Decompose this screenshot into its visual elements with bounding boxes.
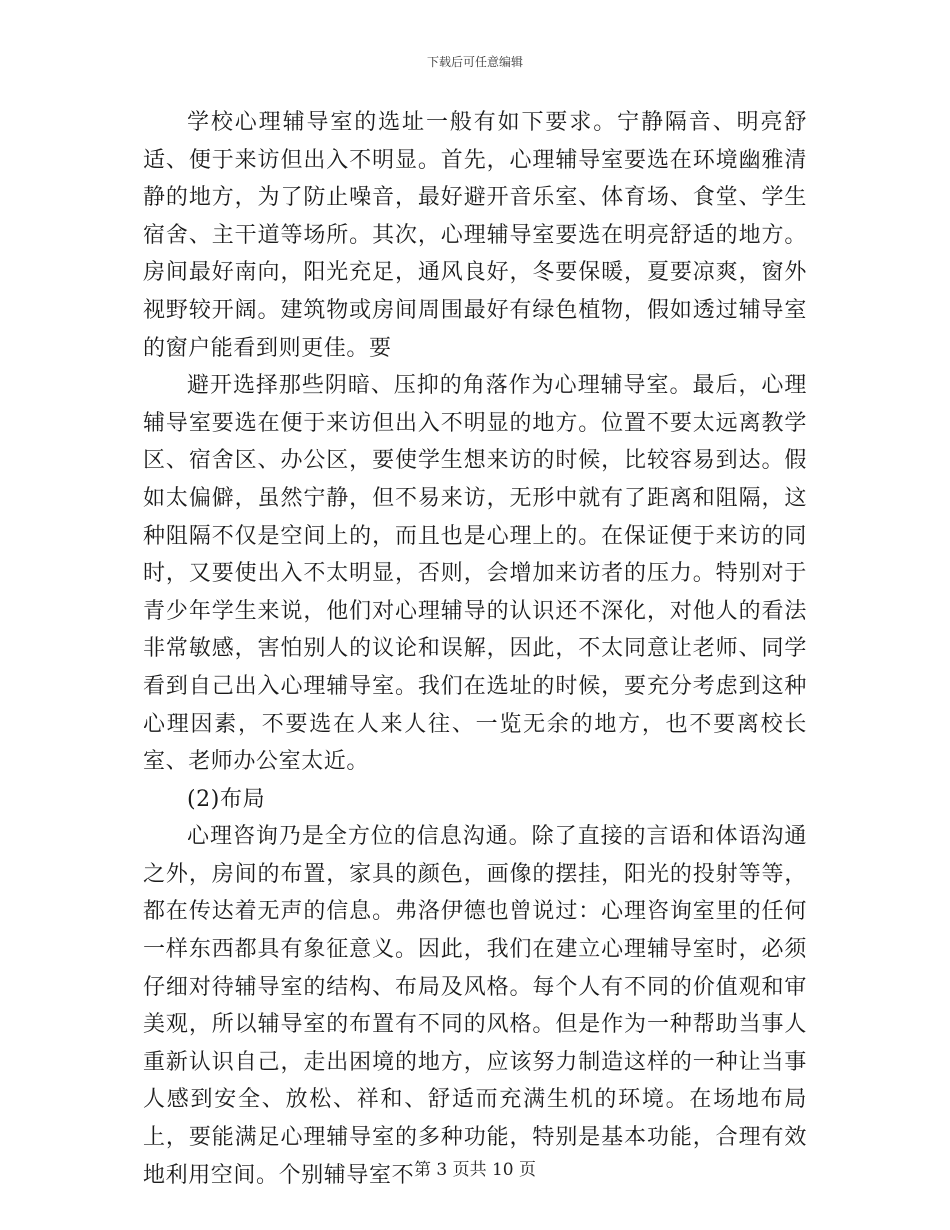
section-heading-layout: (2)布局 [187, 786, 266, 812]
paragraph-layout: 心理咨询乃是全方位的信息沟通。除了直接的言语和体语沟通之外，房间的布置，家具的颜色，画像的摆挂，阳光的投射等等，都在传达着无声的信息。弗洛伊德也曾说过：心理咨询室里的任何一样东西都具有象征意义。因此，我们在建立心理辅导室时，必须仔细对待辅导室的结构、布局及风格。每个人有不同的价值观和审美观，所以辅导室的布置有不同的风格。但是作为一种帮助当事人重新认识自己，走出困境的地方，应该努力制造这样的一种让当事人感到安全、放松、祥和、舒适而充满生机的环境。在场地布局上，要能满足心理辅导室的多种功能，特别是基本功能，合理有效地利用空间。个别辅导室不 [143, 824, 807, 1188]
document-body [143, 104, 807, 1194]
paragraph-site-selection: 学校心理辅导室的选址一般有如下要求。宁静隔音、明亮舒适、便于来访但出入不明显。首先，心理辅导室要选在环境幽雅清静的地方，为了防止噪音，最好避开音乐室、体育场、食堂、学生宿舍、主干道等场所。其次，心理辅导室要选在明亮舒适的地方。房间最好南向，阳光充足，通风良好，冬要保暖，夏要凉爽，窗外视野较开阔。建筑物或房间周围最好有绿色植物，假如透过辅导室的窗户能看到则更佳。要 [143, 110, 807, 361]
paragraph-site-avoidance: 避开选择那些阴暗、压抑的角落作为心理辅导室。最后，心理辅导室要选在便于来访但出入不明显的地方。位置不要太远离教学区、宿舍区、办公区，要使学生想来访的时候，比较容易到达。假如太偏僻，虽然宁静，但不易来访，无形中就有了距离和阻隔，这种阻隔不仅是空间上的，而且也是心理上的。在保证便于来访的同时，又要使出入不太明显，否则，会增加来访者的压力。特别对于青少年学生来说，他们对心理辅导的认识还不深化，对他人的看法非常敏感，害怕别人的议论和误解，因此，不太同意让老师、同学看到自己出入心理辅导室。我们在选址的时候，要充分考虑到这种心理因素，不要选在人来人往、一览无余的地方，也不要离校长室、老师办公室太近。 [143, 373, 807, 775]
page-header: 下载后可任意编辑 [426, 55, 523, 69]
page-number-footer: 第 3 页共 10 页 [413, 1160, 537, 1180]
